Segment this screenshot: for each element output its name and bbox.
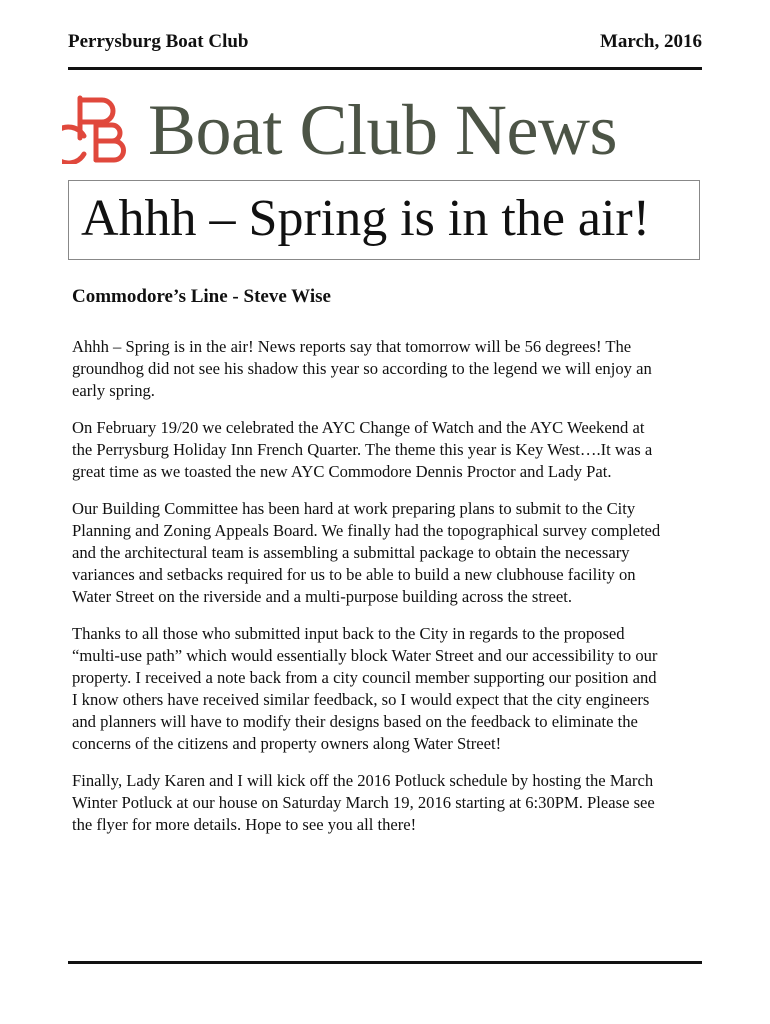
pbc-monogram-logo-icon [62,94,128,164]
paragraph: Our Building Committee has been hard at work preparing plans to submit to the City Planning and Zoning Appeals Board. We finally had the topographical survey completed and the architectural team is assembling a submittal package to obtain the necessary variances and setbacks required for us to be able to build a new clubhouse facility on Water Street on the riverside and a multi-purpose building across the street. [72,499,661,606]
footer-divider [68,961,702,964]
paragraph: Ahhh – Spring is in the air! News reports say that tomorrow will be 56 degrees! The groundhog did not see his shadow this year so according to the legend we will enjoy an early spring. [72,337,652,400]
section-heading: Commodore’s Line - Steve Wise [72,286,331,307]
club-name: Perrysburg Boat Club [68,31,249,52]
paragraph: On February 19/20 we celebrated the AYC Change of Watch and the AYC Weekend at the Perrysburg Holiday Inn French Quarter. The theme this year is Key West….It was a great time as we toasted the new AYC Commodore Dennis Proctor and Lady Pat. [72,418,653,481]
paragraph: Thanks to all those who submitted input back to the City in regards to the proposed “multi-use path” which would essentially block Water Street and our accessibility to our property. I received a note back from a city council member supporting our position and I know others have received similar feedback, so I would expect that the city engineers and planners will have to modify their designs based on the feedback to eliminate the concerns of the citizens and property owners along Water Street! [72,624,658,753]
header-divider [68,67,702,70]
page-header [68,30,702,54]
article-body [72,336,662,851]
headline-box [68,180,700,260]
newsletter-title: Boat Club News [148,90,617,170]
paragraph: Finally, Lady Karen and I will kick off the 2016 Potluck schedule by hosting the March Winter Potluck at our house on Saturday March 19, 2016 starting at 6:30PM. Please see the flyer for more details. Hope to see you all there! [72,771,655,834]
headline: Ahhh – Spring is in the air! [81,190,651,247]
issue-date: March, 2016 [599,31,702,52]
